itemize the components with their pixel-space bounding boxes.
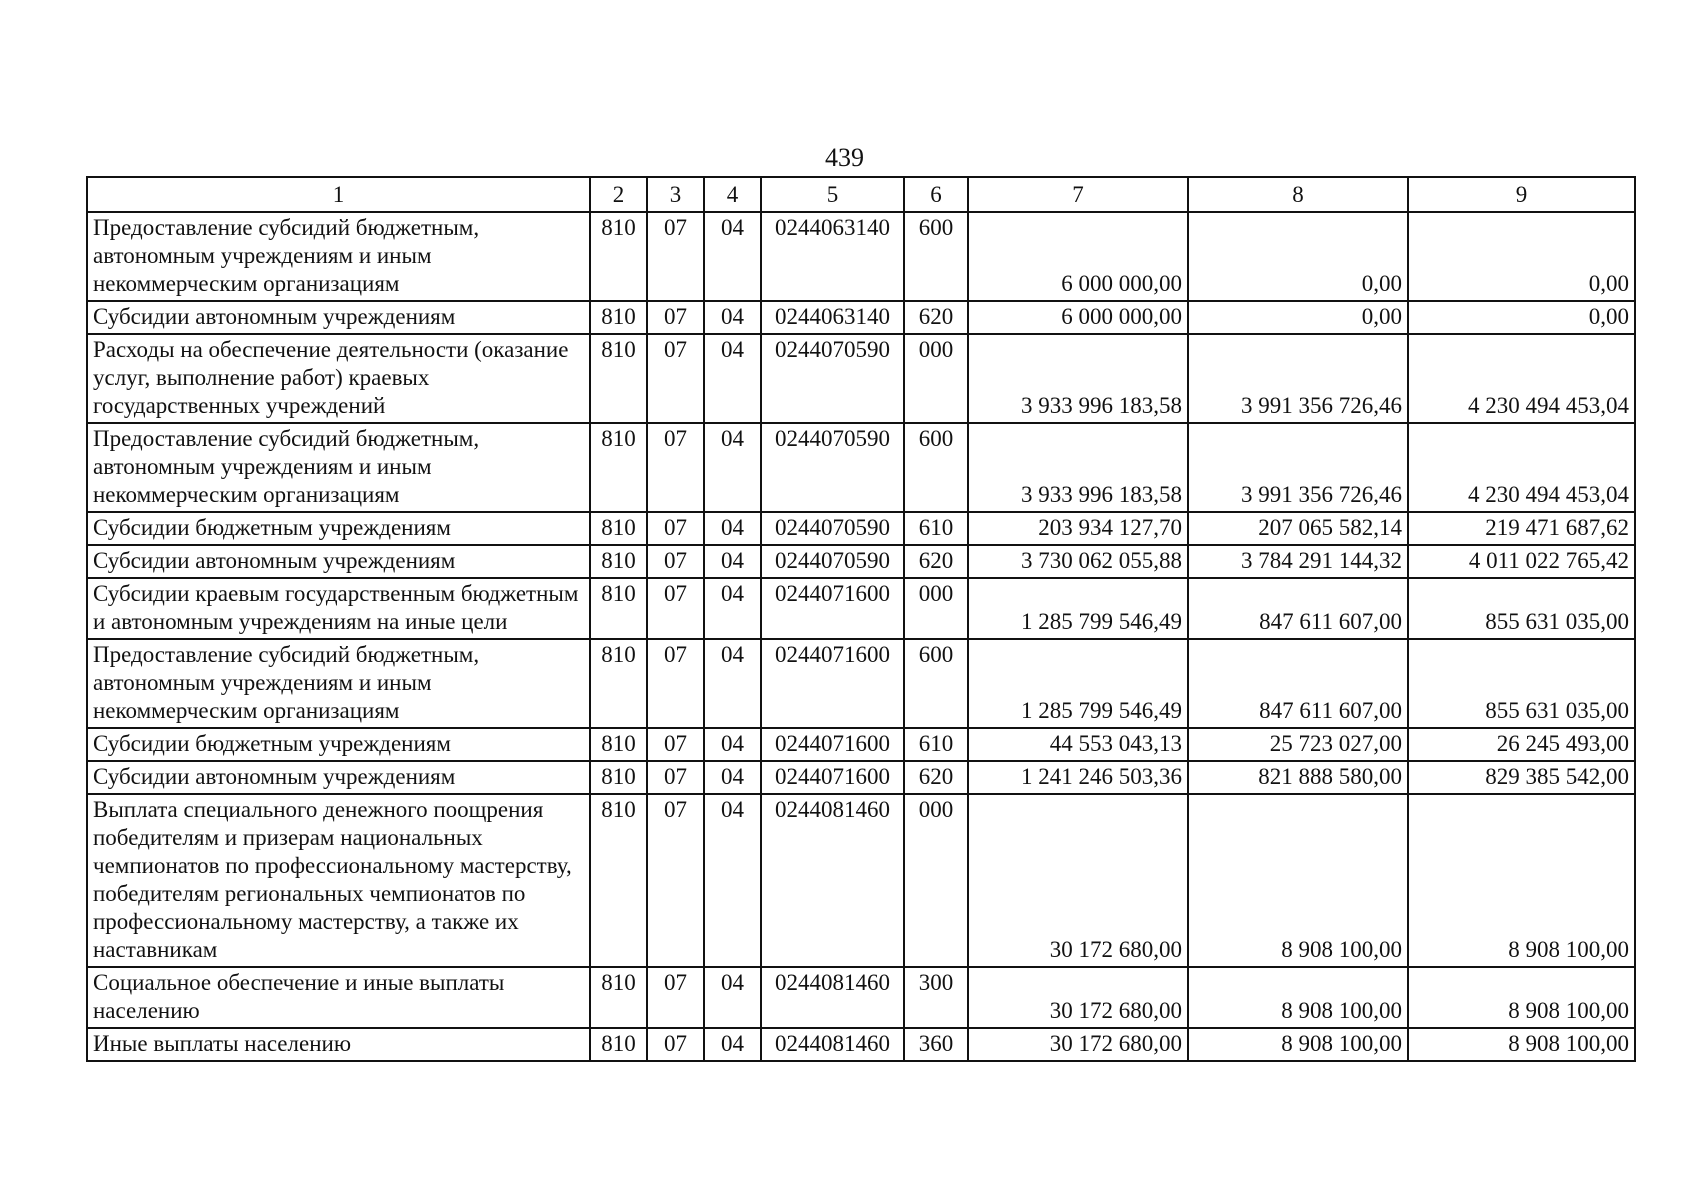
table-header [87, 177, 1635, 212]
code-ministry: 810 [590, 1028, 647, 1061]
amount-col-7: 3 933 996 183,58 [968, 334, 1188, 423]
code-ministry: 810 [590, 334, 647, 423]
table-row [87, 794, 1635, 967]
table-row [87, 512, 1635, 545]
amount-col-8: 25 723 027,00 [1188, 728, 1408, 761]
amount-col-7: 1 241 246 503,36 [968, 761, 1188, 794]
code-subsection: 04 [704, 578, 761, 639]
amount-col-8: 847 611 607,00 [1188, 578, 1408, 639]
column-header: 5 [761, 177, 904, 212]
budget-table [86, 176, 1636, 1062]
amount-col-9: 8 908 100,00 [1408, 794, 1635, 967]
code-subsection: 04 [704, 301, 761, 334]
amount-col-7: 30 172 680,00 [968, 794, 1188, 967]
column-header: 3 [647, 177, 704, 212]
code-ministry: 810 [590, 761, 647, 794]
column-header: 7 [968, 177, 1188, 212]
code-ministry: 810 [590, 728, 647, 761]
header-row [87, 177, 1635, 212]
amount-col-9: 855 631 035,00 [1408, 639, 1635, 728]
item-name: Предоставление субсидий бюджетным, автономным учреждениям и иным некоммерческим организациям [87, 212, 590, 301]
code-expense-type: 300 [904, 967, 968, 1028]
code-section: 07 [647, 728, 704, 761]
amount-col-9: 26 245 493,00 [1408, 728, 1635, 761]
code-expense-type: 620 [904, 301, 968, 334]
code-section: 07 [647, 423, 704, 512]
code-target-article: 0244070590 [761, 334, 904, 423]
item-name: Иные выплаты населению [87, 1028, 590, 1061]
amount-col-8: 821 888 580,00 [1188, 761, 1408, 794]
code-section: 07 [647, 301, 704, 334]
code-ministry: 810 [590, 578, 647, 639]
code-subsection: 04 [704, 423, 761, 512]
item-name: Предоставление субсидий бюджетным, автономным учреждениям и иным некоммерческим организациям [87, 423, 590, 512]
code-subsection: 04 [704, 212, 761, 301]
code-ministry: 810 [590, 512, 647, 545]
amount-col-8: 0,00 [1188, 301, 1408, 334]
table-row [87, 761, 1635, 794]
code-subsection: 04 [704, 794, 761, 967]
code-target-article: 0244063140 [761, 301, 904, 334]
amount-col-9: 219 471 687,62 [1408, 512, 1635, 545]
code-subsection: 04 [704, 512, 761, 545]
amount-col-8: 3 784 291 144,32 [1188, 545, 1408, 578]
code-target-article: 0244070590 [761, 512, 904, 545]
code-section: 07 [647, 512, 704, 545]
item-name: Субсидии автономным учреждениям [87, 545, 590, 578]
code-expense-type: 620 [904, 545, 968, 578]
amount-col-7: 3 933 996 183,58 [968, 423, 1188, 512]
code-section: 07 [647, 794, 704, 967]
amount-col-9: 4 230 494 453,04 [1408, 334, 1635, 423]
amount-col-7: 1 285 799 546,49 [968, 578, 1188, 639]
code-target-article: 0244081460 [761, 1028, 904, 1061]
column-header: 1 [87, 177, 590, 212]
amount-col-9: 855 631 035,00 [1408, 578, 1635, 639]
code-section: 07 [647, 212, 704, 301]
table-body [87, 212, 1635, 1061]
code-subsection: 04 [704, 967, 761, 1028]
code-section: 07 [647, 967, 704, 1028]
code-subsection: 04 [704, 1028, 761, 1061]
code-ministry: 810 [590, 423, 647, 512]
table-row [87, 728, 1635, 761]
amount-col-9: 8 908 100,00 [1408, 1028, 1635, 1061]
code-expense-type: 610 [904, 728, 968, 761]
item-name: Субсидии бюджетным учреждениям [87, 728, 590, 761]
item-name: Субсидии автономным учреждениям [87, 301, 590, 334]
code-expense-type: 000 [904, 794, 968, 967]
table-row [87, 301, 1635, 334]
table-row [87, 1028, 1635, 1061]
code-target-article: 0244081460 [761, 794, 904, 967]
item-name: Предоставление субсидий бюджетным, автономным учреждениям и иным некоммерческим организациям [87, 639, 590, 728]
amount-col-9: 8 908 100,00 [1408, 967, 1635, 1028]
table-row [87, 334, 1635, 423]
table-row [87, 423, 1635, 512]
code-section: 07 [647, 545, 704, 578]
item-name: Расходы на обеспечение деятельности (оказание услуг, выполнение работ) краевых государственных учреждений [87, 334, 590, 423]
code-target-article: 0244071600 [761, 578, 904, 639]
amount-col-9: 0,00 [1408, 301, 1635, 334]
amount-col-7: 3 730 062 055,88 [968, 545, 1188, 578]
amount-col-9: 4 011 022 765,42 [1408, 545, 1635, 578]
code-target-article: 0244070590 [761, 423, 904, 512]
code-section: 07 [647, 761, 704, 794]
column-header: 9 [1408, 177, 1635, 212]
item-name: Социальное обеспечение и иные выплаты населению [87, 967, 590, 1028]
code-target-article: 0244081460 [761, 967, 904, 1028]
item-name: Субсидии бюджетным учреждениям [87, 512, 590, 545]
code-expense-type: 600 [904, 212, 968, 301]
code-expense-type: 600 [904, 423, 968, 512]
amount-col-8: 8 908 100,00 [1188, 1028, 1408, 1061]
code-section: 07 [647, 578, 704, 639]
code-ministry: 810 [590, 212, 647, 301]
amount-col-7: 30 172 680,00 [968, 1028, 1188, 1061]
amount-col-8: 3 991 356 726,46 [1188, 423, 1408, 512]
code-expense-type: 360 [904, 1028, 968, 1061]
code-expense-type: 000 [904, 578, 968, 639]
code-ministry: 810 [590, 639, 647, 728]
code-subsection: 04 [704, 639, 761, 728]
table-row [87, 212, 1635, 301]
amount-col-8: 8 908 100,00 [1188, 794, 1408, 967]
amount-col-7: 203 934 127,70 [968, 512, 1188, 545]
code-ministry: 810 [590, 967, 647, 1028]
amount-col-9: 4 230 494 453,04 [1408, 423, 1635, 512]
amount-col-7: 44 553 043,13 [968, 728, 1188, 761]
table-row [87, 639, 1635, 728]
page-number: 439 [825, 143, 864, 172]
amount-col-8: 3 991 356 726,46 [1188, 334, 1408, 423]
amount-col-9: 0,00 [1408, 212, 1635, 301]
column-header: 4 [704, 177, 761, 212]
code-subsection: 04 [704, 761, 761, 794]
amount-col-8: 207 065 582,14 [1188, 512, 1408, 545]
code-ministry: 810 [590, 545, 647, 578]
code-expense-type: 600 [904, 639, 968, 728]
code-subsection: 04 [704, 545, 761, 578]
code-target-article: 0244071600 [761, 639, 904, 728]
code-expense-type: 610 [904, 512, 968, 545]
code-ministry: 810 [590, 794, 647, 967]
amount-col-8: 847 611 607,00 [1188, 639, 1408, 728]
code-subsection: 04 [704, 334, 761, 423]
code-section: 07 [647, 639, 704, 728]
amount-col-7: 1 285 799 546,49 [968, 639, 1188, 728]
amount-col-7: 30 172 680,00 [968, 967, 1188, 1028]
item-name: Субсидии автономным учреждениям [87, 761, 590, 794]
amount-col-7: 6 000 000,00 [968, 212, 1188, 301]
column-header: 6 [904, 177, 968, 212]
code-ministry: 810 [590, 301, 647, 334]
column-header: 2 [590, 177, 647, 212]
code-target-article: 0244071600 [761, 728, 904, 761]
column-header: 8 [1188, 177, 1408, 212]
code-expense-type: 620 [904, 761, 968, 794]
code-section: 07 [647, 1028, 704, 1061]
code-expense-type: 000 [904, 334, 968, 423]
item-name: Субсидии краевым государственным бюджетным и автономным учреждениям на иные цели [87, 578, 590, 639]
code-target-article: 0244071600 [761, 761, 904, 794]
code-target-article: 0244063140 [761, 212, 904, 301]
code-subsection: 04 [704, 728, 761, 761]
code-section: 07 [647, 334, 704, 423]
amount-col-8: 0,00 [1188, 212, 1408, 301]
item-name: Выплата специального денежного поощрения победителям и призерам национальных чемпионатов по профессиональному мастерству, победителям региональных чемпионатов по профессиональному мастерству, а также их наставникам [87, 794, 590, 967]
amount-col-8: 8 908 100,00 [1188, 967, 1408, 1028]
amount-col-9: 829 385 542,00 [1408, 761, 1635, 794]
table-row [87, 967, 1635, 1028]
code-target-article: 0244070590 [761, 545, 904, 578]
table-row [87, 578, 1635, 639]
amount-col-7: 6 000 000,00 [968, 301, 1188, 334]
table-row [87, 545, 1635, 578]
